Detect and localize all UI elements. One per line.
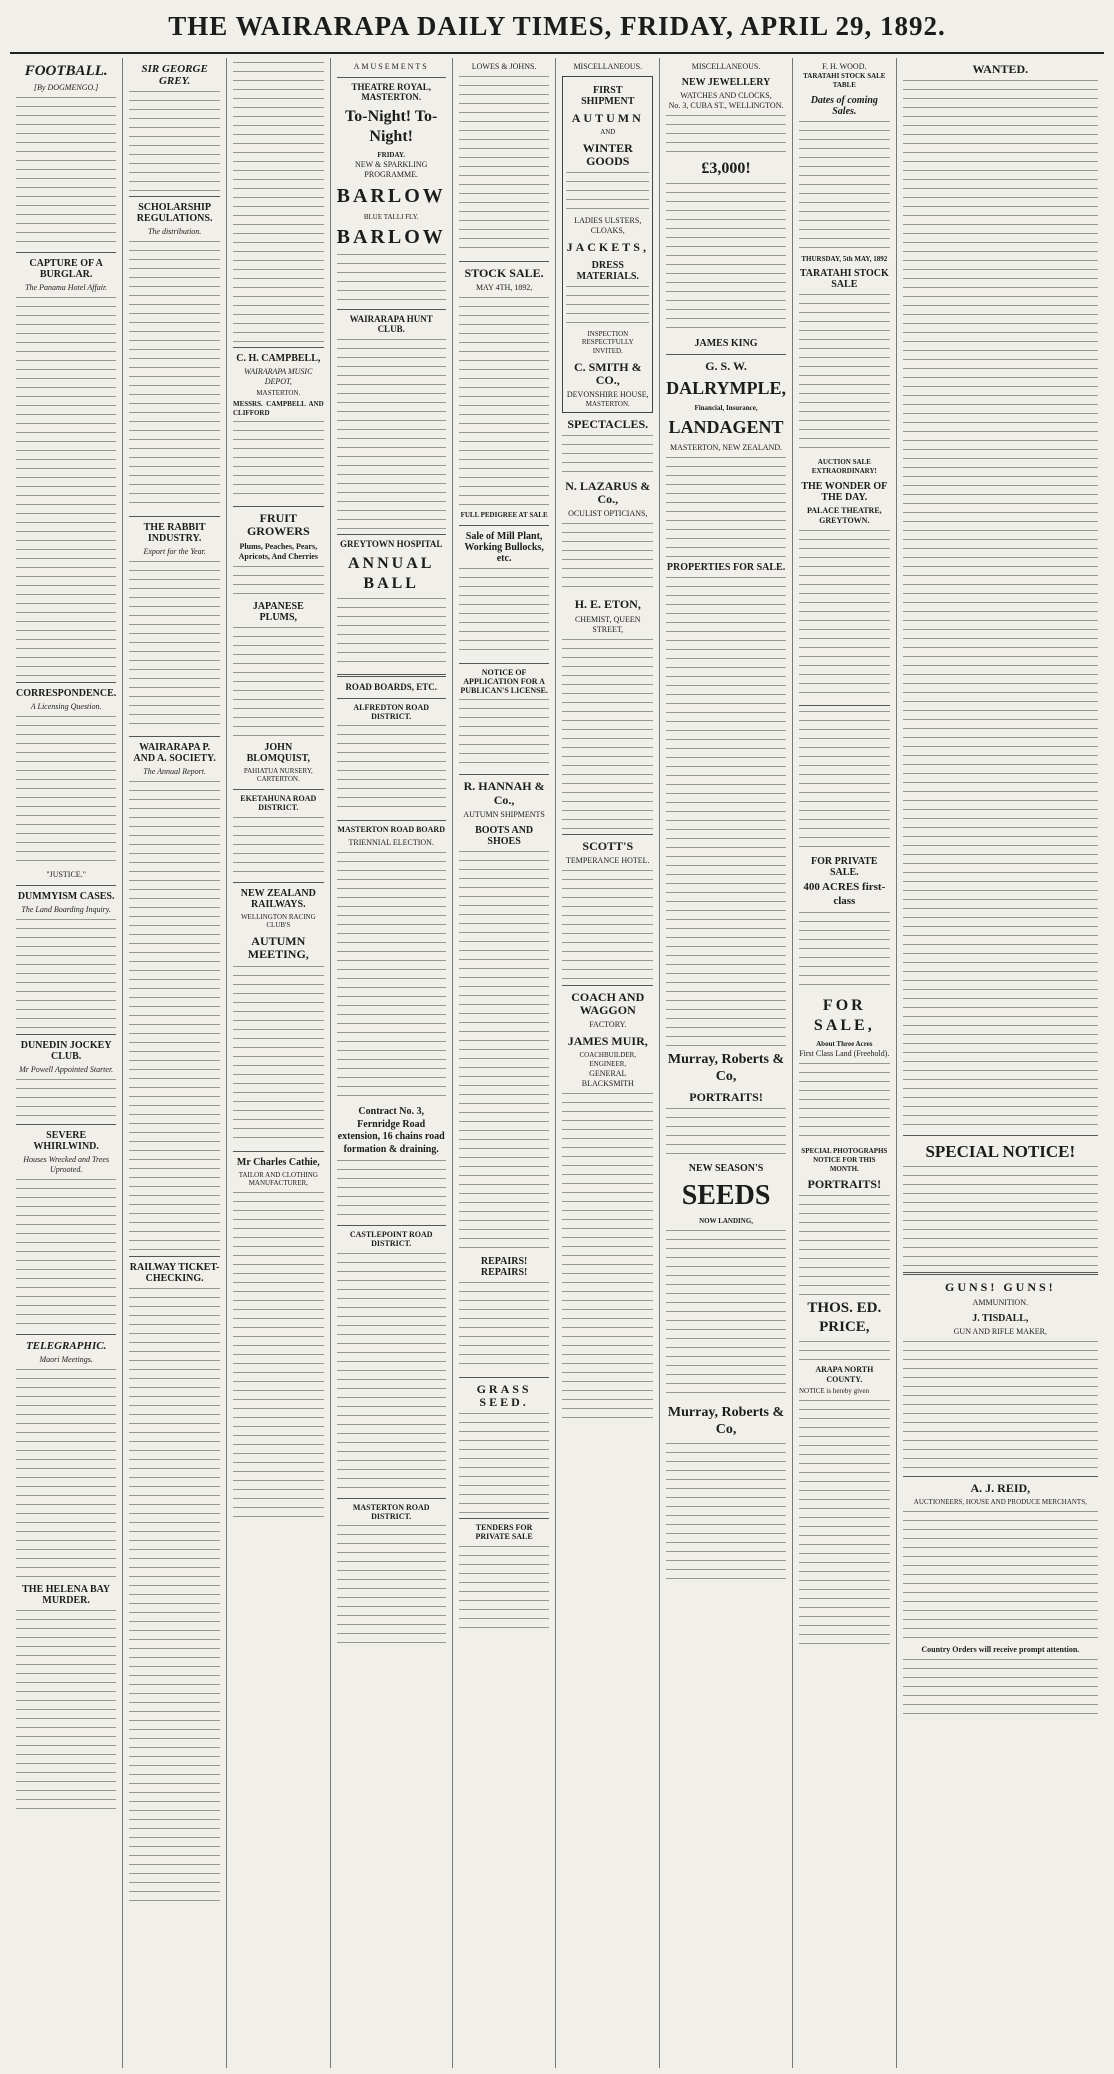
seeds-list bbox=[666, 1230, 786, 1400]
muir-text bbox=[562, 1093, 653, 1423]
lazarus-text bbox=[562, 523, 653, 593]
portraits-heading: PORTRAITS! bbox=[689, 1089, 763, 1104]
divider bbox=[459, 525, 550, 526]
portraits-heading-2: PORTRAITS! bbox=[807, 1177, 882, 1192]
fruit-text bbox=[233, 566, 324, 596]
divider bbox=[233, 882, 324, 883]
maori-text bbox=[16, 1369, 116, 1579]
dunedin-text bbox=[16, 1079, 116, 1119]
divider bbox=[16, 885, 116, 886]
divider bbox=[459, 261, 550, 262]
now-landing: NOW LANDING, bbox=[699, 1217, 754, 1226]
pa-society-subheading: The Annual Report. bbox=[143, 767, 206, 777]
divider bbox=[16, 1334, 116, 1335]
jackets-heading: JACKETS, bbox=[566, 240, 649, 255]
castlepoint-text bbox=[337, 1253, 446, 1493]
divider bbox=[129, 1256, 220, 1257]
theatre-ad-text bbox=[337, 254, 446, 304]
column-2-news bbox=[123, 58, 227, 2068]
thursday-label: THURSDAY, 5th MAY, 1892 bbox=[801, 254, 888, 263]
wanted-heading: WANTED. bbox=[972, 62, 1029, 76]
divider bbox=[903, 1476, 1098, 1477]
helena-text bbox=[16, 1610, 116, 1810]
railway-text bbox=[129, 1288, 220, 1908]
three-acres: About Three Acres bbox=[816, 1040, 873, 1049]
and-label: AND bbox=[600, 128, 616, 137]
tenders-text bbox=[459, 1546, 550, 1636]
tonight-banner: To-Night! To-Night! bbox=[345, 107, 438, 145]
correspondence-subheading: A Licensing Question. bbox=[30, 701, 102, 711]
friday-label: FRIDAY. bbox=[377, 150, 406, 159]
scotts-name: SCOTT'S bbox=[582, 838, 634, 853]
dress-heading: DRESS MATERIALS. bbox=[576, 259, 639, 282]
amusements-label: AMUSEMENTS bbox=[353, 62, 429, 71]
blomquist-place: CARTERTON. bbox=[256, 775, 300, 784]
repairs-text bbox=[459, 1282, 550, 1372]
taratahi-list bbox=[799, 294, 890, 454]
campbell-ad-text bbox=[233, 421, 324, 501]
divider bbox=[233, 789, 324, 790]
tisdall-name: J. TISDALL, bbox=[972, 1312, 1029, 1324]
hunt-club-heading: WAIRARAPA HUNT CLUB. bbox=[349, 314, 433, 335]
coachbuilder-label: COACHBUILDER, ENGINEER, bbox=[579, 1051, 637, 1069]
for-sale-heading: FOR SALE, bbox=[813, 997, 875, 1035]
dates-heading: Dates of coming Sales. bbox=[810, 94, 878, 117]
plums-text bbox=[233, 627, 324, 737]
eton-text bbox=[562, 639, 653, 829]
annual-ball-heading: ANNUAL BALL bbox=[347, 554, 435, 592]
blacksmith-label: GENERAL BLACKSMITH bbox=[581, 1068, 634, 1088]
continued-article-text bbox=[233, 62, 324, 342]
divider bbox=[233, 347, 324, 348]
dunedin-subheading: Mr Powell Appointed Starter. bbox=[19, 1064, 114, 1074]
whirlwind-subheading: Houses Wrecked and Trees Uprooted. bbox=[23, 1154, 110, 1174]
devonshire-label: DEVONSHIRE HOUSE, bbox=[566, 390, 649, 400]
racing-club-line: WELLINGTON RACING CLUB'S bbox=[240, 912, 316, 930]
publican-text bbox=[459, 699, 550, 769]
blomquist-name: JOHN BLOMQUIST, bbox=[246, 741, 311, 764]
campbell-title: C. H. CAMPBELL, bbox=[236, 353, 321, 364]
publican-heading: NOTICE OF APPLICATION FOR A PUBLICAN'S LICENSE. bbox=[460, 667, 548, 695]
properties-list bbox=[666, 577, 786, 1047]
grey-heading: SIR GEORGE GREY. bbox=[141, 63, 208, 88]
price-name: THOS. ED. PRICE, bbox=[807, 1300, 882, 1336]
pa-society-heading: WAIRARAPA P. AND A. SOCIETY. bbox=[133, 742, 216, 765]
reid-text-2 bbox=[903, 1659, 1098, 1719]
factory-label: FACTORY. bbox=[589, 1020, 627, 1030]
scholarship-heading: SCHOLARSHIP REGULATIONS. bbox=[136, 202, 213, 225]
mill-sale-heading: Sale of Mill Plant, Working Bullocks, etc. bbox=[464, 530, 544, 564]
arapa-heading: ARAPA NORTH COUNTY. bbox=[815, 1364, 874, 1384]
column-5-sales bbox=[453, 58, 557, 2068]
whirlwind-heading: SEVERE WHIRLWIND. bbox=[33, 1129, 99, 1152]
column-grid bbox=[10, 58, 1104, 2068]
dalrymple-name: DALRYMPLE, bbox=[666, 378, 786, 399]
road-boards-heading: ROAD BOARDS, ETC. bbox=[345, 681, 437, 692]
taratahi-heading: TARATAHI STOCK SALE bbox=[799, 268, 889, 291]
private-sale-heading: FOR PRIVATE SALE. bbox=[811, 855, 878, 878]
divider bbox=[337, 534, 446, 535]
reid-name: A. J. REID, bbox=[970, 1480, 1031, 1495]
column-3-ads bbox=[227, 58, 331, 2068]
murray-roberts-1: Murray, Roberts & Co, bbox=[667, 1051, 785, 1085]
divider bbox=[16, 1124, 116, 1125]
mill-text bbox=[459, 568, 550, 658]
barlow-name-1: BARLOW bbox=[336, 184, 446, 207]
contract-text bbox=[337, 1160, 446, 1220]
lazarus-name: N. LAZARUS & Co., bbox=[565, 479, 651, 507]
misc-label: MISCELLANEOUS. bbox=[573, 62, 643, 71]
triennial-label: TRIENNIAL ELECTION. bbox=[348, 838, 434, 848]
eketahuna-text bbox=[233, 817, 324, 877]
correspondence-heading: CORRESPONDENCE. bbox=[16, 687, 117, 699]
divider bbox=[666, 354, 786, 355]
dummyism-heading: DUMMYISM CASES. bbox=[17, 890, 115, 902]
watches-label: WATCHES AND CLOCKS, bbox=[680, 91, 772, 100]
wood-label: F. H. WOOD. bbox=[822, 62, 867, 71]
jewellery-text bbox=[666, 115, 786, 155]
oculist-label: OCULIST OPTICIANS, bbox=[568, 509, 648, 519]
dates-list bbox=[799, 121, 890, 251]
correspondence-signature: "JUSTICE." bbox=[46, 869, 86, 879]
repairs-heading: REPAIRS! REPAIRS! bbox=[480, 1255, 528, 1278]
cathie-trade: TAILOR AND CLOTHING MANUFACTURER, bbox=[238, 1170, 318, 1188]
greytown-heading: GREYTOWN HOSPITAL bbox=[339, 539, 443, 550]
blue-tail-fly: BLUE TALLI FLY. bbox=[363, 212, 419, 221]
newspaper-title: THE WAIRARAPA DAILY TIMES, FRIDAY, APRIL 29, 1892. bbox=[168, 10, 946, 41]
misc-label-2: MISCELLANEOUS. bbox=[691, 62, 761, 71]
divider bbox=[337, 1225, 446, 1226]
burglar-subheading: The Panama Hotel Affair. bbox=[25, 282, 108, 292]
first-class-land: First Class Land (Freehold). bbox=[799, 1049, 890, 1058]
boots-price-list bbox=[459, 851, 550, 1251]
blomquist-nursery: PAHIATUA NURSERY, bbox=[243, 766, 313, 775]
lowes-label: LOWES & JOHNS. bbox=[471, 62, 537, 71]
divider bbox=[562, 985, 653, 986]
masterton-district-heading: MASTERTON ROAD DISTRICT. bbox=[352, 1502, 430, 1521]
ladies-label: LADIES ULSTERS, CLOAKS, bbox=[574, 216, 642, 236]
wanted-ads bbox=[903, 80, 1098, 1130]
auction-heading: AUCTION SALE EXTRAORDINARY! bbox=[811, 458, 877, 475]
contract-notice: Contract No. 3, Fernridge Road extension, 16 chains road formation & draining. bbox=[337, 1106, 445, 1155]
campbell-place: MASTERTON. bbox=[256, 389, 301, 397]
grass-seed-heading: GRASS SEED. bbox=[476, 1381, 532, 1409]
pedigree-label: FULL PEDIGREE AT SALE bbox=[460, 511, 548, 520]
three-thousand: £3,000! bbox=[701, 160, 751, 177]
column-1-news bbox=[10, 58, 123, 2068]
invited-label: INSPECTION RESPECTFULLY INVITED. bbox=[581, 329, 634, 355]
double-divider bbox=[337, 674, 446, 677]
murray-roberts-2: Murray, Roberts & Co, bbox=[667, 1404, 785, 1438]
country-orders: Country Orders will receive prompt attention. bbox=[921, 1644, 1080, 1654]
reid-text bbox=[903, 1511, 1098, 1641]
football-heading: FOOTBALL. bbox=[24, 63, 108, 79]
hannah-name: R. HANNAH & Co., bbox=[463, 779, 545, 807]
double-divider bbox=[903, 1272, 1098, 1275]
nz-railways-heading: NEW ZEALAND RAILWAYS. bbox=[240, 887, 316, 910]
correspondence-text bbox=[16, 716, 116, 866]
divider bbox=[337, 309, 446, 310]
jewellery-heading: NEW JEWELLERY bbox=[681, 77, 771, 88]
cathie-name: Mr Charles Cathie, bbox=[236, 1156, 320, 1168]
district-text bbox=[337, 1525, 446, 1645]
fruit-growers-heading: FRUIT GROWERS bbox=[246, 511, 310, 539]
lowes-text bbox=[459, 76, 550, 256]
masthead bbox=[10, 0, 1104, 54]
eton-address: CHEMIST, QUEEN STREET, bbox=[574, 614, 641, 634]
price-text bbox=[799, 1341, 890, 1361]
column-6-misc bbox=[556, 58, 660, 2068]
stock-sale-date: MAY 4TH, 1892, bbox=[475, 283, 533, 293]
land-text bbox=[799, 1063, 890, 1143]
telegraphic-heading: TELEGRAPHIC. bbox=[25, 1339, 107, 1352]
fruit-varieties: Plums, Peaches, Pears, Apricots, And Cherries bbox=[238, 541, 318, 561]
properties-heading: PROPERTIES FOR SALE. bbox=[666, 561, 786, 573]
tisdall-text bbox=[903, 1341, 1098, 1471]
divider bbox=[16, 252, 116, 253]
divider bbox=[233, 1151, 324, 1152]
james-king: JAMES KING bbox=[694, 338, 758, 349]
stock-text bbox=[666, 183, 786, 333]
divider bbox=[799, 705, 890, 706]
eton-name: H. E. ETON, bbox=[574, 597, 641, 612]
scholarship-subheading: The distribution. bbox=[147, 227, 202, 237]
maori-subheading: Maori Meetings. bbox=[39, 1354, 93, 1364]
grey-text bbox=[129, 91, 220, 191]
column-8-auctions bbox=[793, 58, 897, 2068]
alfredton-text bbox=[337, 725, 446, 815]
arapa-notice: NOTICE is hereby given bbox=[798, 1386, 870, 1395]
arapa-text bbox=[799, 1400, 890, 1650]
pa-society-text bbox=[129, 781, 220, 1251]
divider bbox=[129, 516, 220, 517]
murray-text bbox=[666, 1108, 786, 1158]
railway-heading: RAILWAY TICKET-CHECKING. bbox=[129, 1262, 220, 1285]
dress-text bbox=[566, 286, 649, 326]
stock-list bbox=[459, 297, 550, 507]
theatre-name: THEATRE ROYAL, MASTERTON. bbox=[351, 82, 431, 102]
ammunition-label: AMMUNITION. bbox=[972, 1297, 1028, 1307]
boots-heading: BOOTS AND SHOES bbox=[475, 824, 534, 847]
triennial-text bbox=[337, 852, 446, 1102]
shipment-ad-box bbox=[562, 76, 653, 413]
portraits-text bbox=[799, 1195, 890, 1295]
burglar-heading: CAPTURE OF A BURGLAR. bbox=[29, 257, 103, 280]
special-notice-heading: SPECIAL NOTICE! bbox=[925, 1142, 1076, 1162]
coach-heading: COACH AND WAGGON bbox=[571, 989, 645, 1017]
first-shipment: FIRST SHIPMENT bbox=[581, 85, 635, 107]
programme-label: NEW & SPARKLING PROGRAMME. bbox=[354, 159, 428, 179]
scholarship-text bbox=[129, 241, 220, 511]
four-hundred-acres: 400 ACRES first-class bbox=[803, 880, 886, 907]
alfredton-heading: ALFREDTON ROAD DISTRICT. bbox=[353, 702, 430, 721]
castlepoint-heading: CASTLEPOINT ROAD DISTRICT. bbox=[349, 1230, 433, 1249]
guns-heading: GUNS! GUNS! bbox=[944, 1280, 1056, 1295]
divider bbox=[459, 663, 550, 664]
spectacles-heading: SPECTACLES. bbox=[567, 416, 649, 431]
eketahuna-heading: EKETAHUNA ROAD DISTRICT. bbox=[240, 794, 317, 812]
ball-text bbox=[337, 598, 446, 668]
seeds-heading: SEEDS bbox=[681, 1180, 771, 1212]
gunsmith-label: GUN AND RIFLE MAKER, bbox=[953, 1326, 1047, 1336]
campbell-firm: MESSRS. CAMPBELL AND CLIFFORD bbox=[232, 399, 324, 417]
rabbit-heading: THE RABBIT INDUSTRY. bbox=[143, 522, 206, 545]
campbell-subtitle: WAIRARAPA MUSIC DEPOT, bbox=[244, 367, 313, 386]
winter-goods-heading: WINTER GOODS bbox=[582, 140, 633, 169]
spectacles-text bbox=[562, 435, 653, 475]
murray-text-2 bbox=[666, 1443, 786, 1583]
rabbit-text bbox=[129, 561, 220, 731]
divider bbox=[459, 774, 550, 775]
masterton-board-heading: MASTERTON ROAD BOARD bbox=[337, 825, 445, 835]
muir-name: JAMES MUIR, bbox=[567, 1034, 648, 1049]
wonder-heading: THE WONDER OF THE DAY. bbox=[801, 480, 888, 503]
column-4-amusements bbox=[331, 58, 453, 2068]
acres-text bbox=[799, 912, 890, 992]
autumn-shipments: AUTUMN SHIPMENTS bbox=[463, 809, 545, 819]
column-9-wanted bbox=[897, 58, 1104, 2068]
helena-heading: THE HELENA BAY MURDER. bbox=[22, 1583, 111, 1606]
hunt-club-text bbox=[337, 339, 446, 529]
photo-notice: SPECIAL PHOTOGRAPHS NOTICE FOR THIS MONTH. bbox=[801, 1147, 888, 1173]
tenders-heading: TENDERS FOR PRIVATE SALE bbox=[475, 1523, 533, 1541]
divider bbox=[459, 1377, 550, 1378]
divider bbox=[337, 820, 446, 821]
temperance-label: TEMPERANCE HOTEL. bbox=[565, 855, 650, 865]
divider bbox=[337, 77, 446, 78]
smith-name: C. SMITH & CO., bbox=[573, 359, 642, 387]
divider bbox=[337, 698, 446, 699]
stock-sale-heading: STOCK SALE. bbox=[464, 266, 544, 280]
grass-text bbox=[459, 1413, 550, 1513]
divider bbox=[903, 1135, 1098, 1136]
autumn-meeting-heading: AUTUMN MEETING, bbox=[247, 934, 309, 962]
divider bbox=[562, 834, 653, 835]
palace-label: PALACE THEATRE, GREYTOWN. bbox=[806, 505, 882, 525]
divider bbox=[337, 1498, 446, 1499]
dunedin-heading: DUNEDIN JOCKEY CLUB. bbox=[20, 1039, 112, 1062]
column-7-misc bbox=[660, 58, 793, 2068]
whirlwind-text bbox=[16, 1179, 116, 1329]
railways-text bbox=[233, 966, 324, 1146]
cathie-ad-text bbox=[233, 1192, 324, 1522]
divider bbox=[233, 506, 324, 507]
dalrymple-text bbox=[666, 457, 786, 557]
new-season-label: NEW SEASON'S bbox=[688, 1163, 764, 1175]
rabbit-subheading: Export for the Year. bbox=[143, 547, 206, 557]
shipment-text bbox=[566, 172, 649, 212]
divider bbox=[129, 196, 220, 197]
gsw-label: G. S. W. bbox=[705, 359, 747, 373]
burglar-article-text bbox=[16, 297, 116, 677]
auctioneers-label: AUCTIONEERS, HOUSE AND PRODUCE MERCHANTS, bbox=[913, 1497, 1087, 1506]
autumn-heading: AUTUMN bbox=[571, 111, 644, 125]
special-notice-text bbox=[903, 1166, 1098, 1266]
auction-text bbox=[799, 530, 890, 700]
divider bbox=[129, 736, 220, 737]
dummyism-subheading: The Land Boarding Inquiry. bbox=[21, 904, 111, 914]
financial-label: Financial, Insurance, bbox=[694, 403, 758, 412]
cuba-address: No. 3, CUBA ST., WELLINGTON. bbox=[668, 101, 784, 110]
dummyism-text bbox=[16, 919, 116, 1029]
football-byline: [By DOGMENGO.] bbox=[33, 82, 99, 92]
dalrymple-place: MASTERTON, NEW ZEALAND. bbox=[669, 442, 783, 452]
japanese-plums: JAPANESE PLUMS, bbox=[252, 600, 304, 623]
notice-text bbox=[799, 711, 890, 851]
barlow-name-2: BARLOW bbox=[336, 226, 446, 249]
landagent-label: LANDAGENT bbox=[668, 417, 784, 438]
sale-table-heading: TARATAHI STOCK SALE TABLE bbox=[803, 72, 886, 89]
hotel-text bbox=[562, 870, 653, 980]
divider bbox=[16, 682, 116, 683]
smith-place: MASTERTON. bbox=[585, 400, 630, 409]
divider bbox=[16, 1034, 116, 1035]
football-article-text bbox=[16, 97, 116, 247]
divider bbox=[459, 1518, 550, 1519]
